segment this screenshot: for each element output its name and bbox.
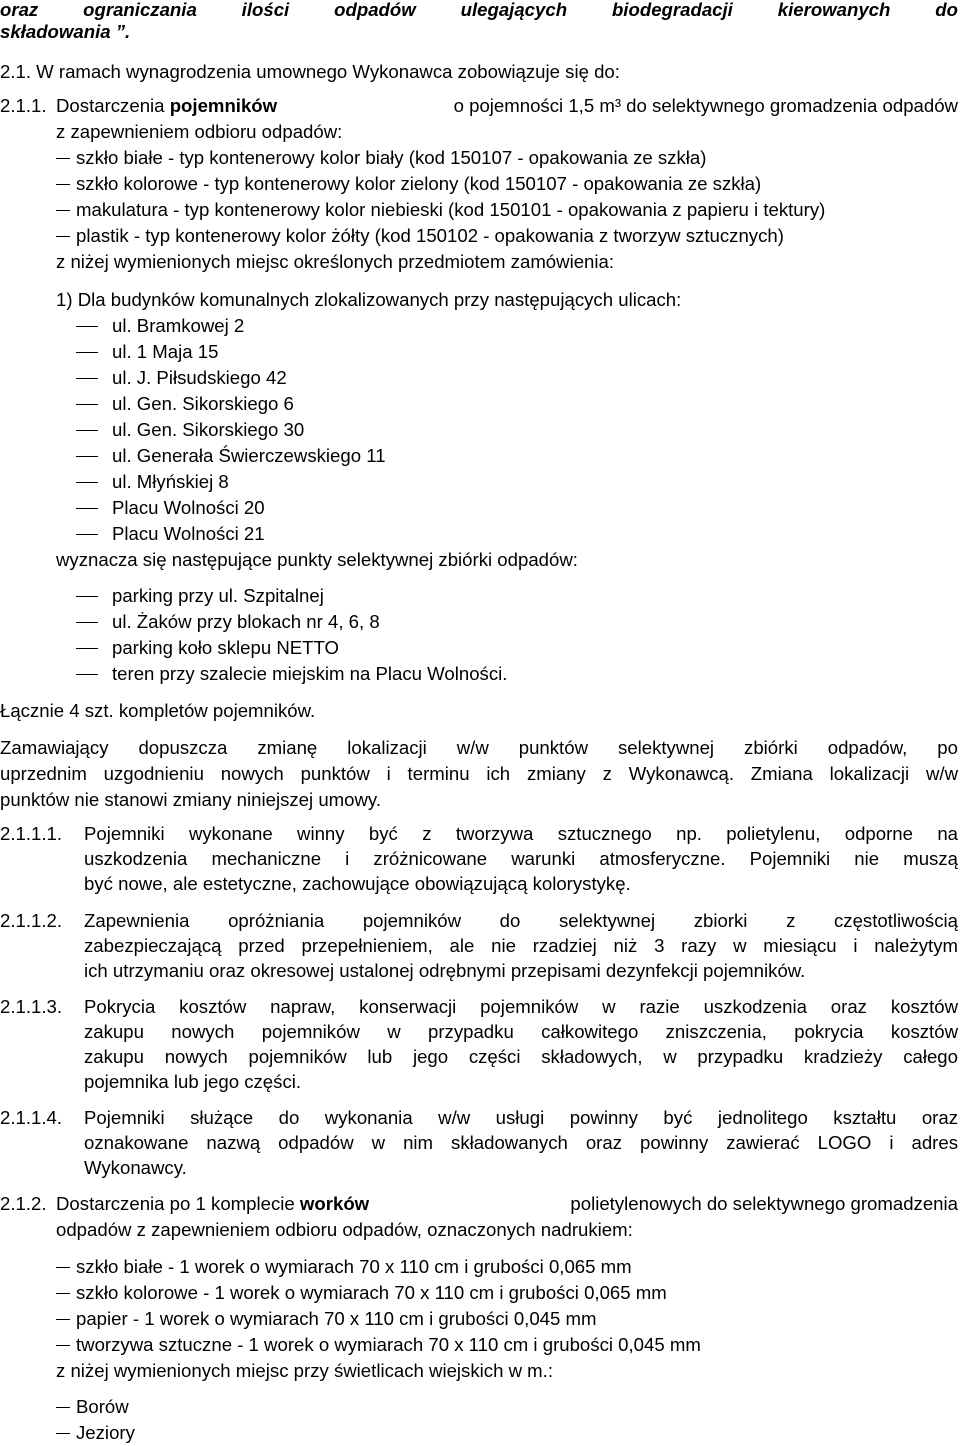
section-number: 2.1.2. [0, 1193, 47, 1214]
subsection-line: ich utrzymaniu oraz okresowej ustalonej odrębnymi przepisami dezynfekcji pojemników. [84, 960, 806, 981]
dash-bullet [76, 508, 98, 509]
collection-point-item: parking przy ul. Szpitalnej [112, 585, 324, 606]
dash-bullet [56, 1319, 70, 1320]
bold-keyword: pojemników [169, 95, 278, 116]
paragraph-line: punktów nie stanowi zmiany niniejszej umowy. [0, 789, 381, 810]
dash-bullet [56, 1345, 70, 1346]
street-item: ul. Gen. Sikorskiego 30 [112, 419, 305, 440]
paragraph-line: Zamawiający dopuszcza zmianę lokalizacji w/w punktów selektywnej zbiórki odpadów, po [0, 737, 958, 758]
section-2-1-2-line2: odpadów z zapewnieniem odbioru odpadów, oznaczonych nadrukiem: [56, 1219, 633, 1240]
text: o pojemności 1,5 m³ do selektywnego gromadzenia odpadów [453, 95, 958, 116]
collection-point-item: parking koło sklepu NETTO [112, 637, 340, 658]
section-2-1-text: 2.1. W ramach wynagrodzenia umownego Wykonawca zobowiązuje się do: [0, 61, 620, 82]
village-item: Borów [76, 1396, 129, 1417]
village-item: Jeziory [76, 1422, 135, 1443]
text: Dostarczenia [56, 95, 170, 116]
places-intro: z niżej wymienionych miejsc określonych przedmiotem zamówienia: [56, 251, 615, 272]
street-item: ul. J. Piłsudskiego 42 [112, 367, 287, 388]
container-type-item: szkło kolorowe - typ kontenerowy kolor zielony (kod 150107 - opakowania ze szkła) [76, 173, 762, 194]
dash-bullet [76, 378, 98, 379]
dash-bullet [76, 456, 98, 457]
street-item: ul. Młyńskiej 8 [112, 471, 229, 492]
subsection-number: 2.1.1.2. [0, 910, 63, 931]
dash-bullet [56, 1407, 70, 1408]
dash-bullet [76, 404, 98, 405]
paragraph-line: uprzednim uzgodnieniu nowych punktów i terminu ich zmiany z Wykonawcą. Zmiana lokalizacji w/w [0, 763, 958, 784]
collection-point-item: teren przy szalecie miejskim na Placu Wolności. [112, 663, 508, 684]
section-2-1-1-line1 [56, 95, 958, 117]
container-type-item: szkło białe - typ kontenerowy kolor biały (kod 150107 - opakowania ze szkła) [76, 147, 707, 168]
container-type-item: makulatura - typ kontenerowy kolor niebieski (kod 150101 - opakowania z papieru i tektury) [76, 199, 826, 220]
subsection-line: Pojemniki służące do wykonania w/w usługi powinny być jednolitego kształtu oraz [84, 1107, 958, 1128]
street-item: ul. Bramkowej 2 [112, 315, 245, 336]
dash-bullet [56, 1267, 70, 1268]
subsection-number: 2.1.1.1. [0, 823, 63, 844]
street-item: ul. 1 Maja 15 [112, 341, 219, 362]
dash-bullet [56, 1293, 70, 1294]
dash-bullet [56, 1433, 70, 1434]
dash-bullet [56, 236, 70, 237]
text: Dostarczenia po 1 komplecie [56, 1193, 300, 1214]
bag-item: szkło kolorowe - 1 worek o wymiarach 70 x 110 cm i grubości 0,065 mm [76, 1282, 667, 1303]
subsection-line: Pokrycia kosztów napraw, konserwacji pojemników w razie uszkodzenia oraz kosztów [84, 996, 958, 1017]
subsection-line: pojemnika lub jego części. [84, 1071, 302, 1092]
subsection-line: Pojemniki wykonane winny być z tworzywa sztucznego np. polietylenu, odporne na [84, 823, 958, 844]
subsection-line: być nowe, ale estetyczne, zachowujące obowiązującą kolorystykę. [84, 873, 631, 894]
subsection-line: zabezpieczającą przed przepełnieniem, ale nie rzadziej niż 3 razy w miesiącu i należytym [84, 935, 958, 956]
bag-item: papier - 1 worek o wymiarach 70 x 110 cm i grubości 0,045 mm [76, 1308, 597, 1329]
dash-bullet [56, 158, 70, 159]
points-intro: wyznacza się następujące punkty selektywnej zbiórki odpadów: [56, 549, 578, 570]
total-line: Łącznie 4 szt. kompletów pojemników. [0, 700, 316, 721]
subsection-line: Zapewnienia opróżniania pojemników do selektywnej zbiorki z częstotliwością [84, 910, 958, 931]
subsection-line: uszkodzenia mechaniczne i zróżnicowane warunki atmosferyczne. Pojemniki nie muszą [84, 848, 958, 869]
dash-bullet [76, 622, 98, 623]
street-item: ul. Gen. Sikorskiego 6 [112, 393, 294, 414]
subsection-line: zakupu nowych pojemników lub jego części składowych, w przypadku kradzieży całego [84, 1046, 958, 1067]
subsection-number: 2.1.1.4. [0, 1107, 63, 1128]
street-item: Placu Wolności 21 [112, 523, 265, 544]
container-type-item: plastik - typ kontenerowy kolor żółty (kod 150102 - opakowania z tworzyw sztucznych) [76, 225, 784, 246]
bag-item: szkło białe - 1 worek o wymiarach 70 x 110 cm i grubości 0,065 mm [76, 1256, 632, 1277]
text: polietylenowych do selektywnego gromadzenia [570, 1193, 958, 1214]
dash-bullet [76, 482, 98, 483]
bag-item: tworzywa sztuczne - 1 worek o wymiarach 70 x 110 cm i grubości 0,045 mm [76, 1334, 701, 1355]
dash-bullet [76, 674, 98, 675]
dash-bullet [76, 596, 98, 597]
subsection-number: 2.1.1.3. [0, 996, 63, 1017]
section-2-1-2-line1 [56, 1193, 958, 1215]
section-2-1-1-line2: z zapewnieniem odbioru odpadów: [56, 121, 343, 142]
street-item: Placu Wolności 20 [112, 497, 265, 518]
collection-point-item: ul. Żaków przy blokach nr 4, 6, 8 [112, 611, 380, 632]
village-places-intro: z niżej wymienionych miejsc przy świetlicach wiejskich w m.: [56, 1360, 553, 1381]
subsection-line: zakupu nowych pojemników w przypadku całkowitego zniszczenia, pokrycia kosztów [84, 1021, 958, 1042]
dash-bullet [76, 326, 98, 327]
dash-bullet [56, 184, 70, 185]
subsection-line: Wykonawcy. [84, 1157, 187, 1178]
bold-keyword: worków [299, 1193, 370, 1214]
heading-continuation-line: oraz ograniczania ilości odpadów ulegających biodegradacji kierowanych do [0, 0, 958, 20]
street-item: ul. Generała Świerczewskiego 11 [112, 445, 386, 466]
dash-bullet [56, 210, 70, 211]
dash-bullet [76, 430, 98, 431]
point-1: 1) Dla budynków komunalnych zlokalizowanych przy następujących ulicach: [56, 289, 682, 310]
subsection-line: oznakowane nazwą odpadów w nim składowanych oraz powinny zawierać LOGO i adres [84, 1132, 958, 1153]
section-number: 2.1.1. [0, 95, 47, 116]
dash-bullet [76, 534, 98, 535]
dash-bullet [76, 352, 98, 353]
heading-continuation-end: składowania ”. [0, 21, 131, 42]
dash-bullet [76, 648, 98, 649]
